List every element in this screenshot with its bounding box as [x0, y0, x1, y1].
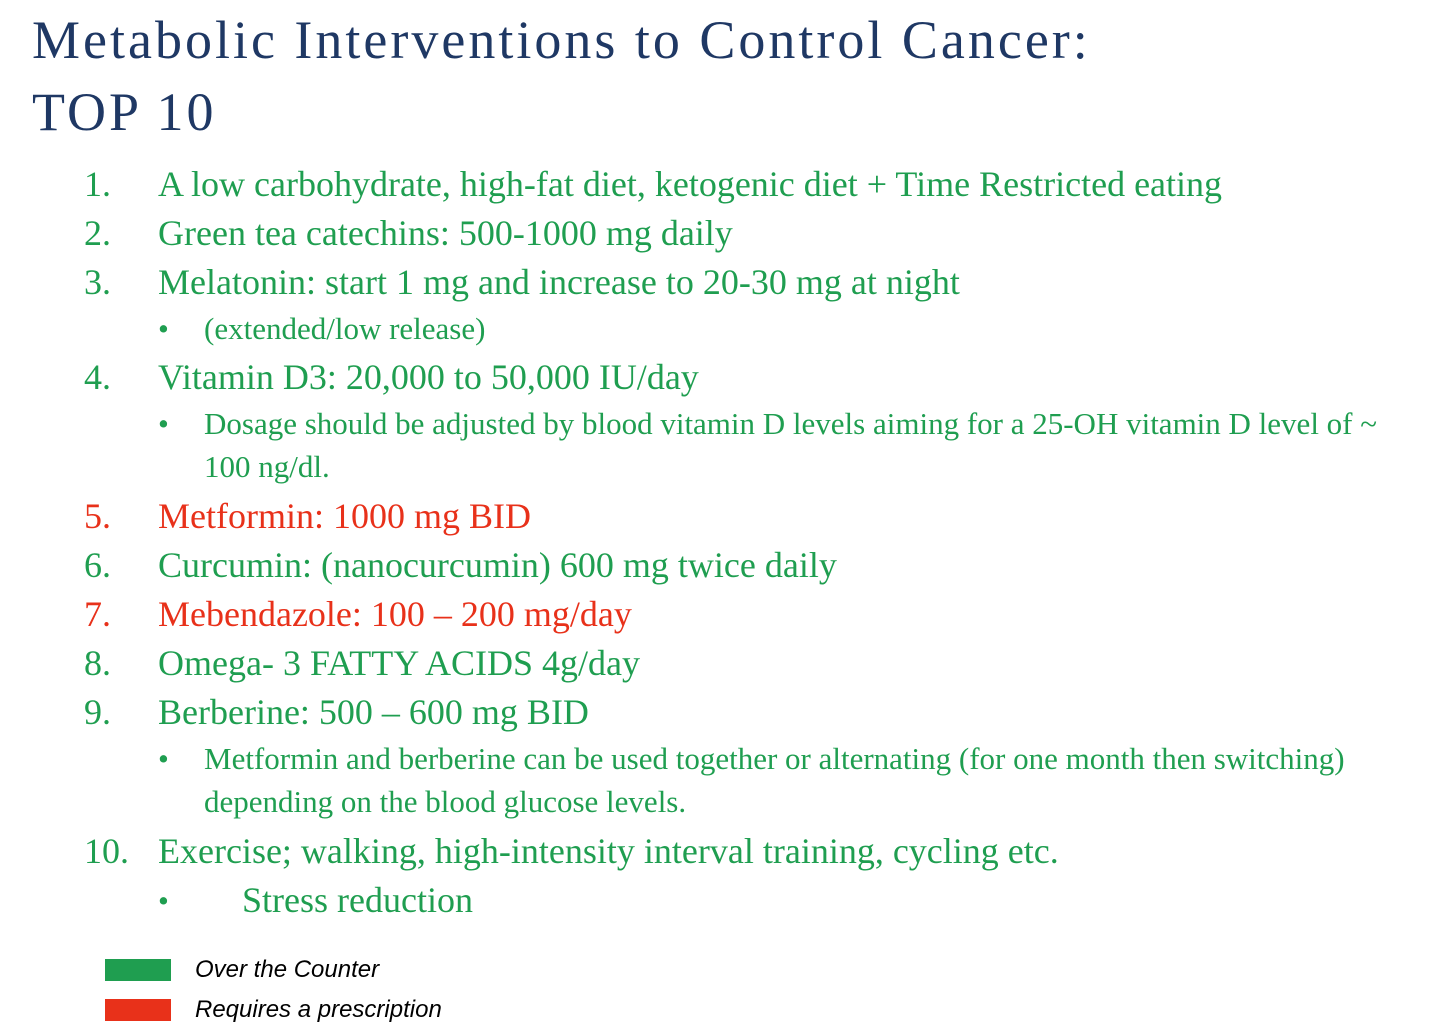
legend-row-otc: [105, 950, 442, 990]
legend-row-prescription: [105, 990, 442, 1030]
legend: [105, 950, 442, 1030]
item-number: 5.: [84, 496, 111, 536]
item-text: Omega- 3 FATTY ACIDS 4g/day: [158, 643, 640, 683]
list-item: [84, 639, 1424, 688]
sub-item: [84, 402, 1424, 492]
sub-item-text: Dosage should be adjusted by blood vitamin D levels aiming for a 25-OH vitamin D level of ~ 100 ng/dl.: [204, 406, 1378, 484]
sub-item: [84, 307, 1424, 353]
item-text: Mebendazole: 100 – 200 mg/day: [158, 594, 632, 634]
legend-label-otc: Over the Counter: [195, 956, 380, 983]
red-swatch: [105, 999, 171, 1021]
sub-item-text: Metformin and berberine can be used together or alternating (for one month then switching) depending on the blood glucose levels.: [204, 741, 1345, 819]
bullet-icon: •: [158, 406, 169, 441]
bullet-icon: •: [158, 883, 169, 918]
item-text: Green tea catechins: 500-1000 mg daily: [158, 213, 733, 253]
list-item: [84, 688, 1424, 737]
item-number: 9.: [84, 692, 111, 732]
item-number: 8.: [84, 643, 111, 683]
sub-item-text: Stress reduction: [242, 880, 473, 920]
list-item: [84, 258, 1424, 307]
green-swatch: [105, 959, 171, 981]
bullet-icon: •: [158, 311, 169, 346]
title-line-2: TOP 10: [32, 82, 217, 142]
item-text: Exercise; walking, high-intensity interval training, cycling etc.: [158, 831, 1059, 871]
intervention-list: [84, 160, 1424, 925]
list-item: [84, 590, 1424, 639]
item-text: Curcumin: (nanocurcumin) 600 mg twice daily: [158, 545, 837, 585]
item-number: 10.: [84, 831, 129, 871]
page-title: [32, 4, 1432, 148]
list-item: [84, 827, 1424, 876]
list-item: [84, 209, 1424, 258]
bullet-icon: •: [158, 741, 169, 776]
item-text: Metformin: 1000 mg BID: [158, 496, 531, 536]
list-item: [84, 353, 1424, 402]
item-number: 7.: [84, 594, 111, 634]
sub-item: [84, 737, 1424, 827]
list-item: [84, 541, 1424, 590]
item-text: Vitamin D3: 20,000 to 50,000 IU/day: [158, 357, 699, 397]
legend-label-prescription: Requires a prescription: [195, 996, 442, 1023]
sub-item-text: (extended/low release): [204, 311, 486, 346]
item-number: 3.: [84, 262, 111, 302]
list-item: [84, 492, 1424, 541]
item-number: 4.: [84, 357, 111, 397]
item-text: Melatonin: start 1 mg and increase to 20-30 mg at night: [158, 262, 960, 302]
item-number: 2.: [84, 213, 111, 253]
list-item: [84, 160, 1424, 209]
title-line-1: Metabolic Interventions to Control Cancer:: [32, 10, 1091, 70]
sub-item: [84, 876, 1424, 925]
item-text: A low carbohydrate, high-fat diet, ketogenic diet + Time Restricted eating: [158, 164, 1223, 204]
item-text: Berberine: 500 – 600 mg BID: [158, 692, 589, 732]
item-number: 6.: [84, 545, 111, 585]
item-number: 1.: [84, 164, 111, 204]
